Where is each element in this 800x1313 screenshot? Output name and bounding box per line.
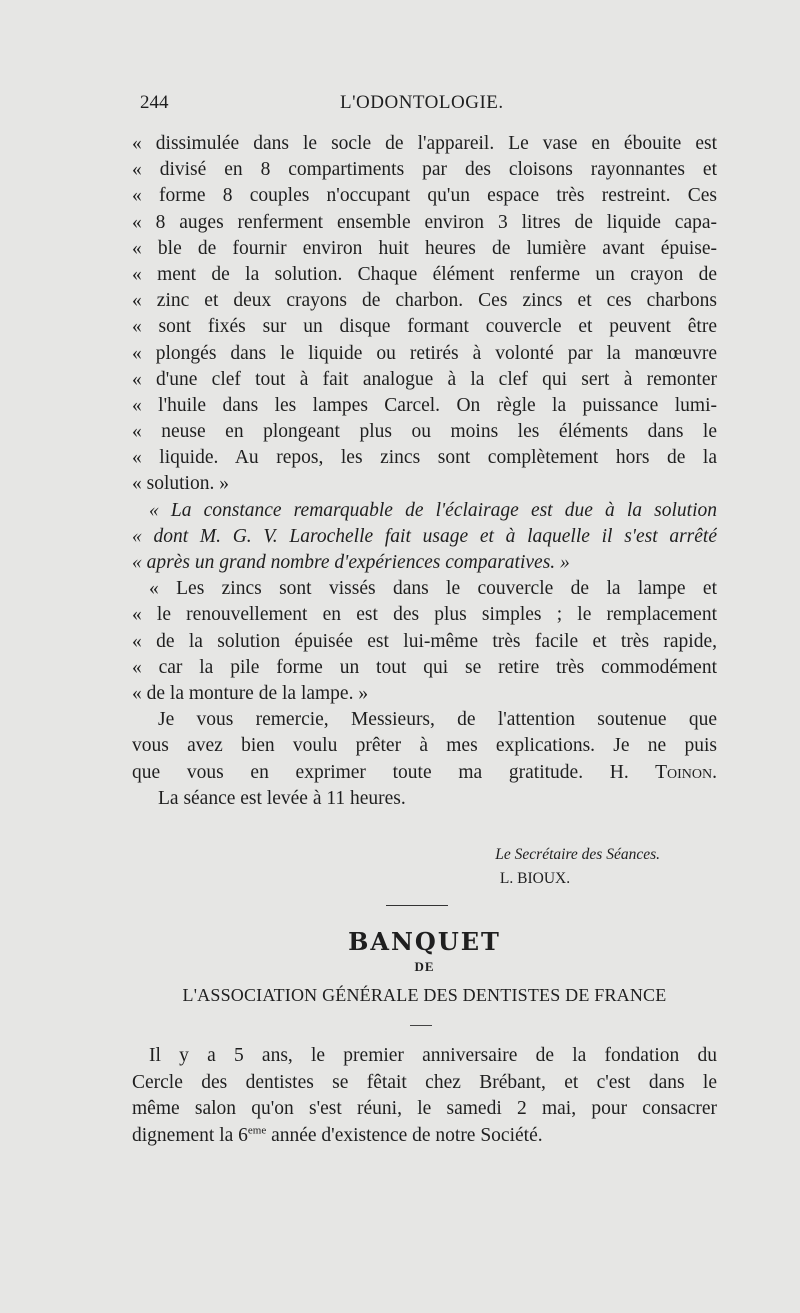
section-line-end: année d'existence de notre Société. [266,1124,543,1146]
quote-line: « neuse en plongeant plus ou moins les éléments dans le [132,421,717,443]
italic-line: « La constance remarquable de l'éclairage est due à la solution [149,499,717,521]
section-line: Il y a 5 ans, le premier anniversaire de la fondation du [149,1045,717,1066]
closing-author: H. Toinon. [609,761,717,783]
page-header [140,92,710,116]
quote-line: « dissimulée dans le socle de l'appareil. Le vase en ébouite est [132,133,717,154]
italic-line: « après un grand nombre d'expériences comparatives. » [132,552,570,573]
section-de: DE [414,959,435,974]
quote-line: « car la pile forme un tout qui se retire très commodément [132,656,717,678]
quote-line: « le renouvellement en est des plus simples ; le remplacement [132,604,717,626]
page-number: 244 [140,92,169,113]
closing-text: que vous en exprimer toute ma gratitude. [132,761,584,783]
closing-line: Je vous remercie, Messieurs, de l'attention soutenue que [158,709,717,731]
section-divider [386,905,448,906]
quote-line: « ment de la solution. Chaque élément renferme un crayon de [132,263,717,285]
signature-role: Le Secrétaire des Séances. [495,846,660,863]
section-title: BANQUET [348,927,501,956]
section-subtitle: L'ASSOCIATION GÉNÉRALE DES DENTISTES DE FRANCE [182,985,667,1005]
quote-line: « de la monture de la lampe. » [132,682,369,704]
section-body [132,1043,717,1149]
italic-line: « dont M. G. V. Larochelle fait usage et à laquelle il s'est arrêté [132,525,717,547]
quote-line: « forme 8 couples n'occupant qu'un espace très restreint. Ces [132,185,717,207]
section-line: même salon qu'on s'est réuni, le samedi 2 mai, pour consacrer [132,1098,717,1119]
quote-line: « 8 auges renferment ensemble environ 3 litres de liquide capa- [132,211,717,233]
quote-line: « Les zincs sont vissés dans le couvercle de la lampe et [149,578,717,600]
section-line: Cercle des dentistes se fêtait chez Brébant, et c'est dans le [132,1071,717,1093]
quote-line: « zinc et deux crayons de charbon. Ces zincs et ces charbons [132,290,717,312]
quote-line: « solution. » [132,473,229,495]
ordinal-suffix: eme [247,1124,267,1136]
quote-line: « de la solution épuisée est lui-même très facile et très rapide, [132,630,717,652]
closing-line [132,760,717,786]
section-line-start: dignement la 6 [132,1124,248,1146]
section-line [132,1123,717,1150]
quote-line: « ble de fournir environ huit heures de lumière avant épuise- [132,237,717,259]
subtitle-divider [410,1025,432,1026]
quote-line: « liquide. Au repos, les zincs sont complètement hors de la [132,447,717,469]
signature-name: L. BIOUX. [499,870,571,887]
quote-line: « plongés dans le liquide ou retirés à volonté par la manœuvre [132,342,717,364]
quote-line: « sont fixés sur un disque formant couvercle et peuvent être [132,316,717,338]
quote-line: « d'une clef tout à fait analogue à la clef qui sert à remonter [132,368,717,390]
running-title: L'ODONTOLOGIE. [340,92,504,113]
body-text [132,131,717,812]
quote-line: « divisé en 8 compartiments par des cloisons rayonnantes et [132,159,717,181]
closing-line: La séance est levée à 11 heures. [158,787,406,809]
closing-line: vous avez bien voulu prêter à mes explications. Je ne puis [132,735,717,757]
quote-line: « l'huile dans les lampes Carcel. On règle la puissance lumi- [132,394,717,416]
